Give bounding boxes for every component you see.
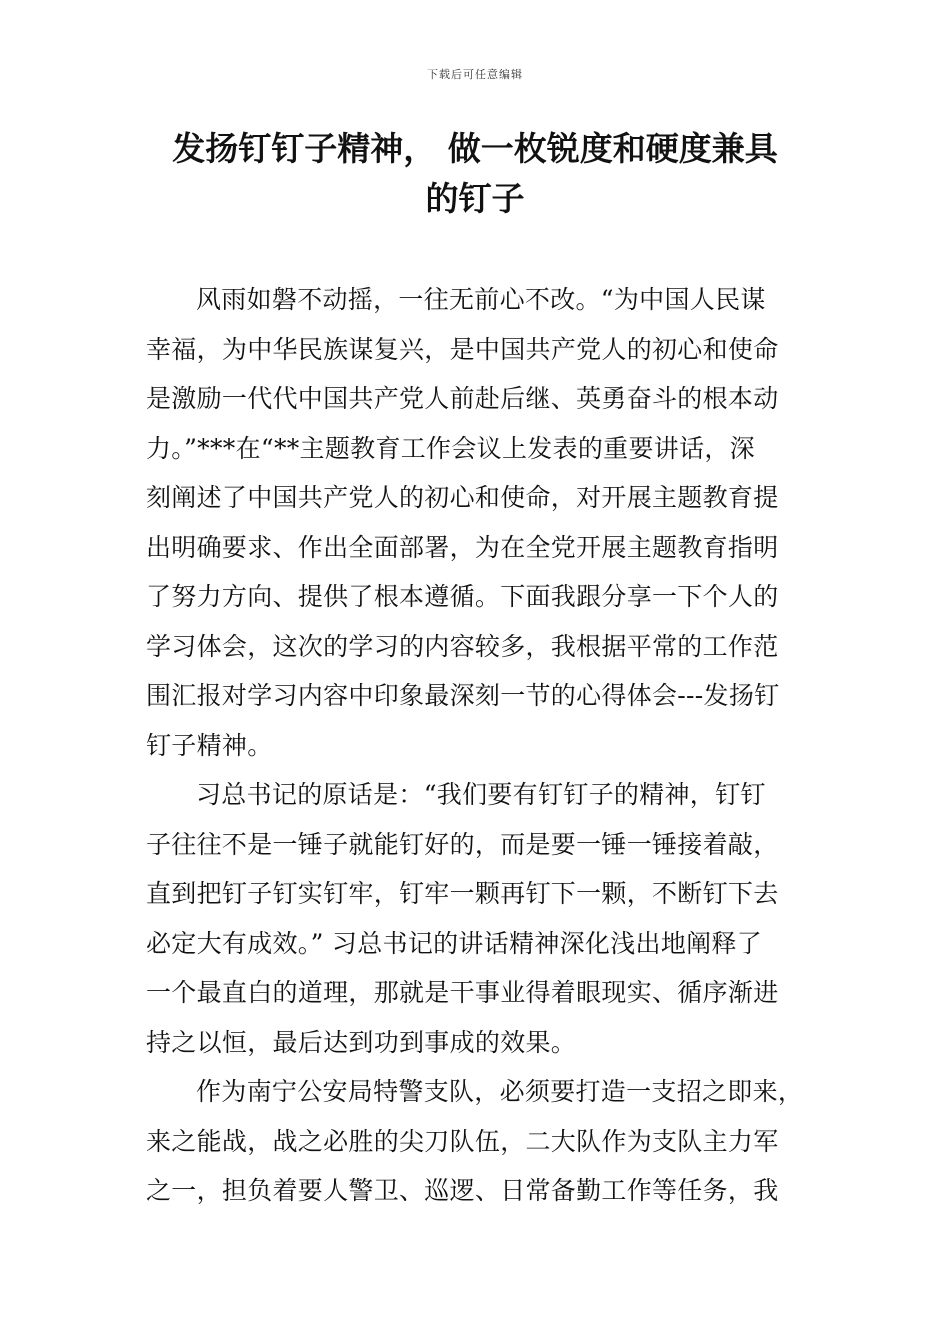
paragraph-3 bbox=[146, 1067, 812, 1216]
paragraph-line: 刻阐述了中国共产党人的初心和使命，对开展主题教育提 bbox=[146, 483, 779, 512]
paragraph-line: 直到把钉子钉实钉牢，钉牢一颗再钉下一颗，不断钉下去 bbox=[146, 879, 779, 908]
document-title-line-2: 的钉子 bbox=[425, 179, 525, 218]
document-title bbox=[120, 124, 830, 224]
document-body bbox=[146, 275, 812, 1216]
paragraph-2 bbox=[146, 770, 812, 1067]
paragraph-line: 作为南宁公安局特警支队，必须要打造一支招之即来， bbox=[196, 1077, 804, 1106]
paragraph-line: 必定大有成效。” 习总书记的讲话精神深化浅出地阐释了 bbox=[146, 928, 763, 958]
paragraph-line: 习总书记的原话是：“我们要有钉钉子的精神，钉钉 bbox=[196, 780, 766, 809]
paragraph-line: 学习体会，这次的学习的内容较多，我根据平常的工作范 bbox=[146, 631, 779, 661]
paragraph-line: 子往往不是一锤子就能钉好的，而是要一锤一锤接着敲， bbox=[146, 829, 779, 859]
document-title-line-1: 发扬钉钉子精神， 做一枚锐度和硬度兼具 bbox=[172, 129, 778, 168]
paragraph-line: 围汇报对学习内容中印象最深刻一节的心得体会---发扬钉 bbox=[146, 681, 780, 710]
paragraph-1 bbox=[146, 275, 812, 770]
paragraph-line: 钉子精神。 bbox=[146, 730, 273, 760]
paragraph-line: 一个最直白的道理，那就是干事业得着眼现实、循序渐进 bbox=[146, 978, 779, 1007]
page-header-note: 下载后可任意编辑 bbox=[427, 68, 523, 81]
paragraph-line: 之一，担负着要人警卫、巡逻、日常备勤工作等任务，我 bbox=[146, 1176, 779, 1205]
paragraph-line: 持之以恒，最后达到功到事成的效果。 bbox=[146, 1027, 577, 1057]
paragraph-line: 了努力方向、提供了根本遵循。下面我跟分享一下个人的 bbox=[146, 582, 779, 611]
paragraph-line: 是激励一代代中国共产党人前赴后继、英勇奋斗的根本动 bbox=[146, 384, 779, 413]
paragraph-line: 出明确要求、作出全面部署，为在全党开展主题教育指明 bbox=[146, 532, 779, 562]
paragraph-line: 幸福，为中华民族谋复兴，是中国共产党人的初心和使命 bbox=[146, 334, 779, 364]
paragraph-line: 来之能战，战之必胜的尖刀队伍，二大队作为支队主力军 bbox=[146, 1126, 779, 1156]
paragraph-line: 风雨如磐不动摇，一往无前心不改。“为中国人民谋 bbox=[196, 285, 766, 314]
paragraph-line: 力。”***在“**主题教育工作会议上发表的重要讲话，深 bbox=[146, 433, 755, 463]
